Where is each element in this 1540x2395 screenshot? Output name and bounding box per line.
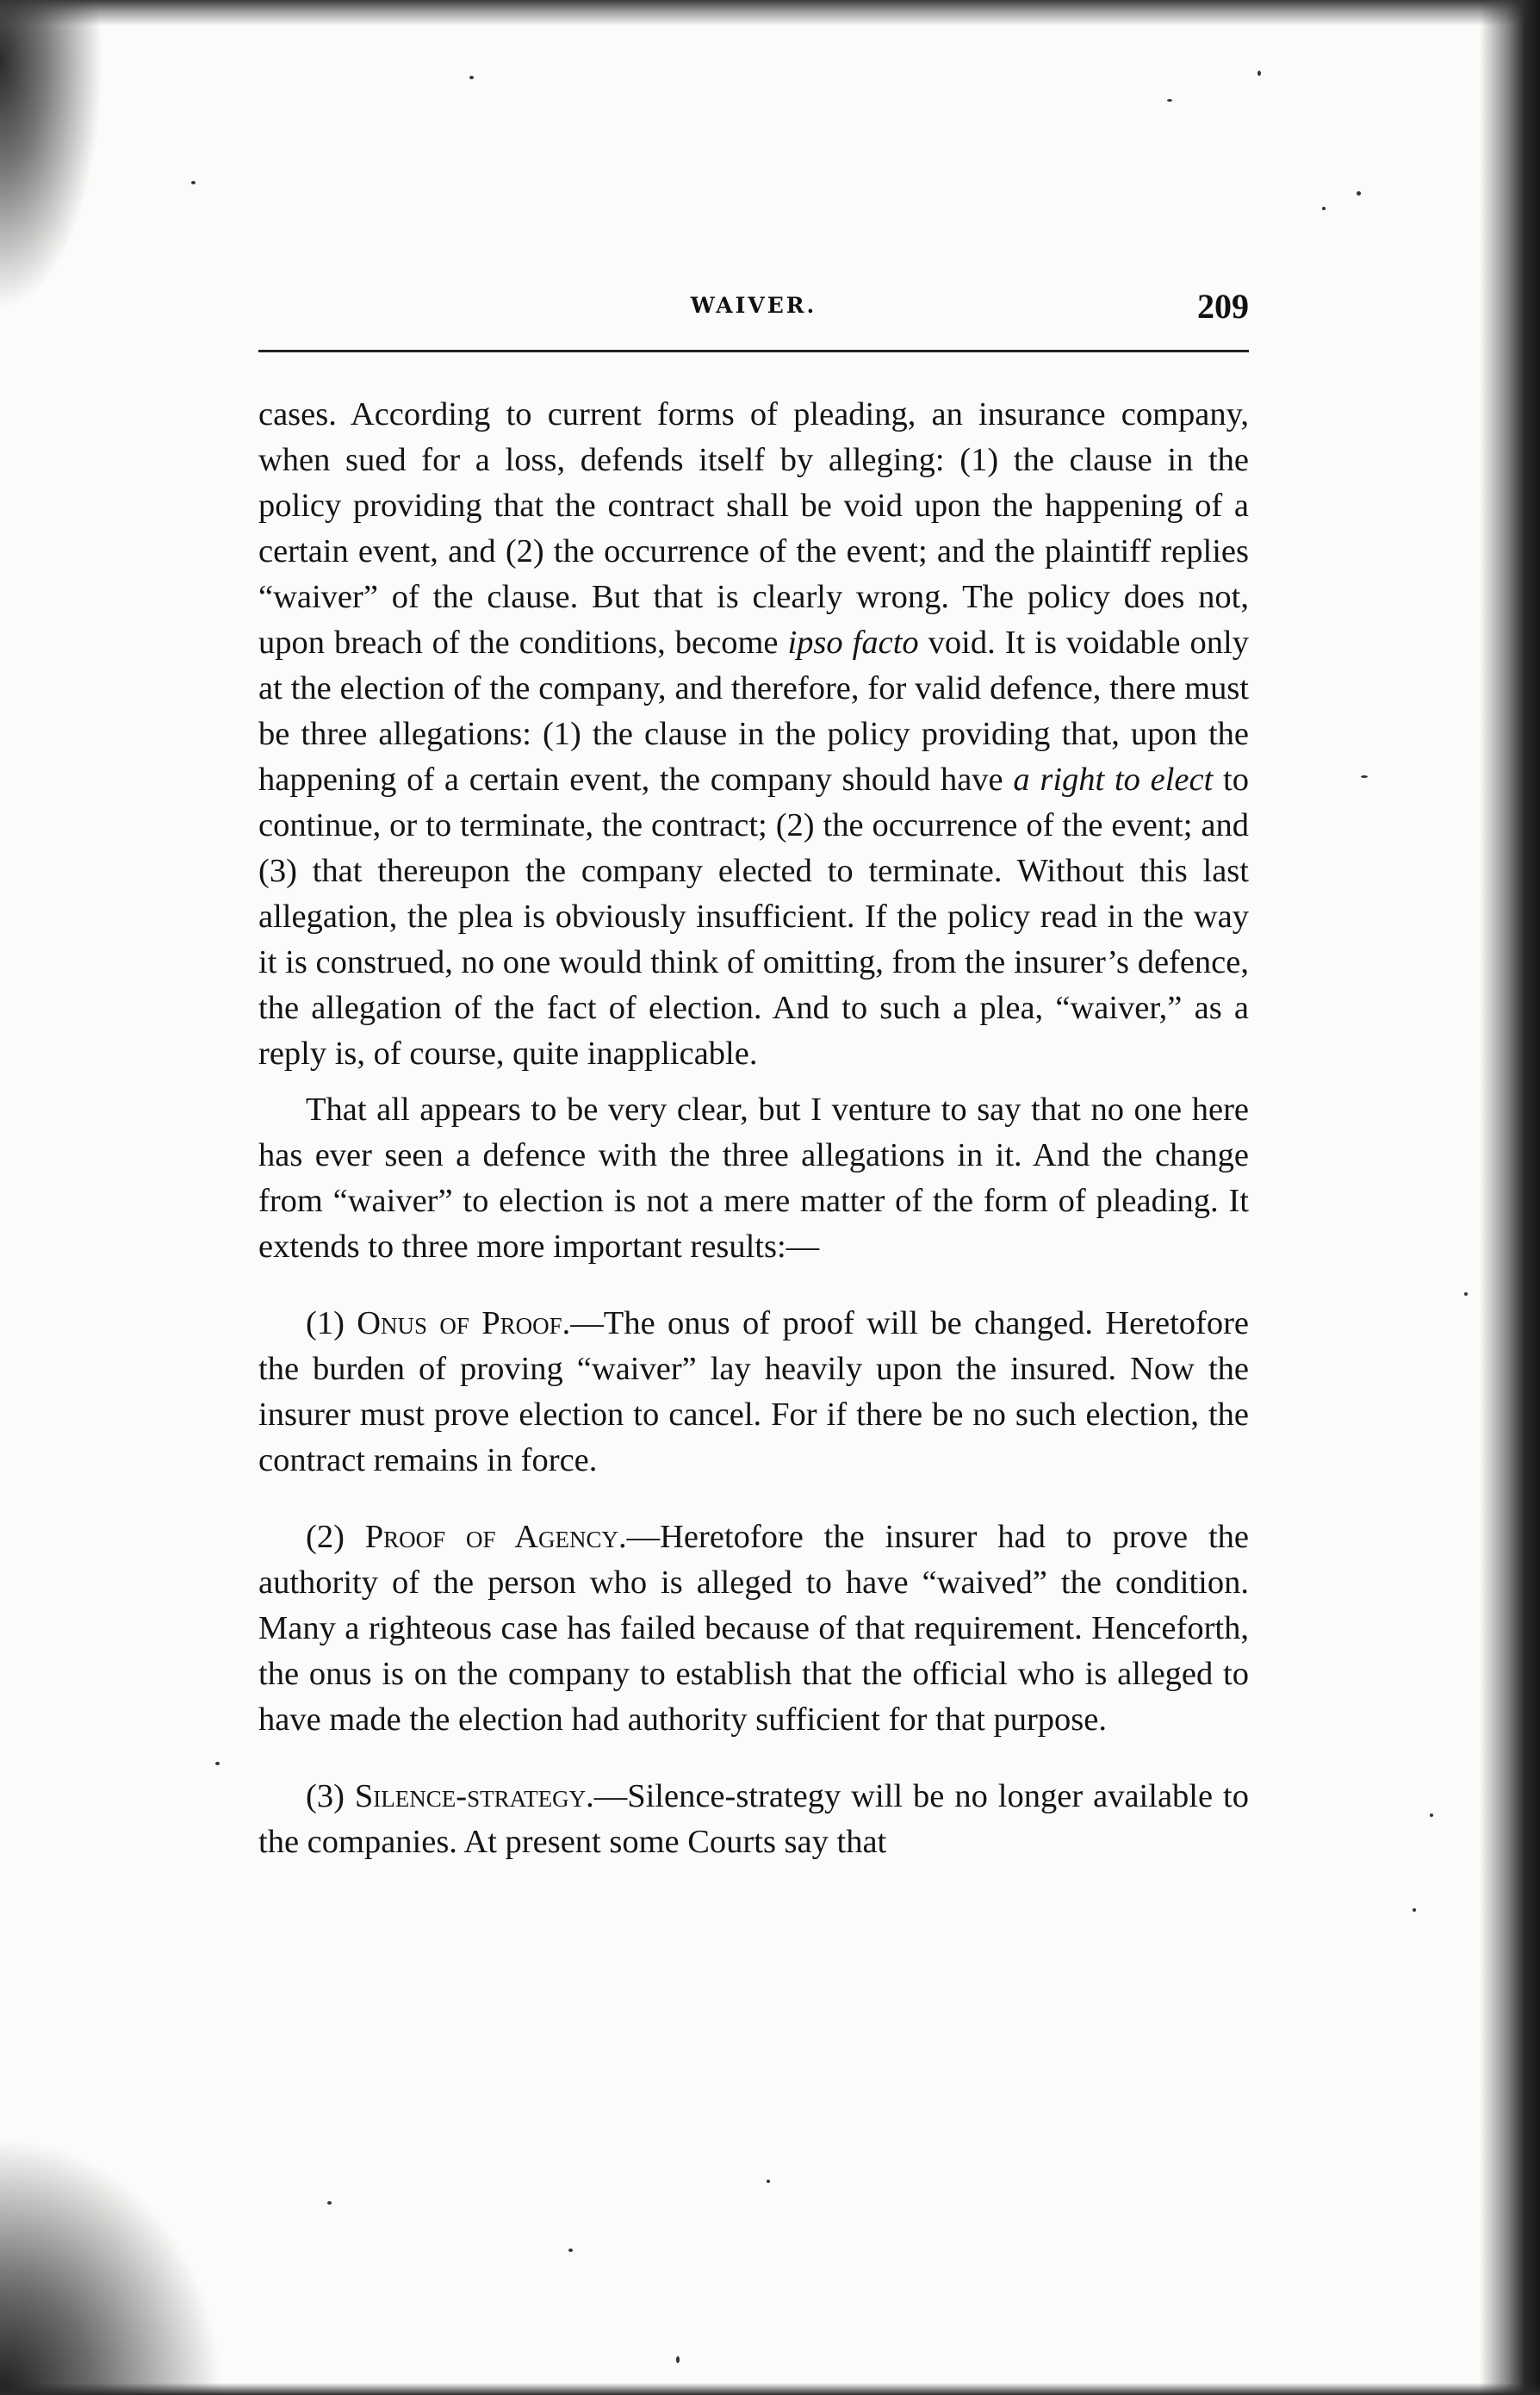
p1-text-c: to continue, or to terminate, the contract; (2) the occurrence of the event; and (3) that thereupon the company elected to terminate. Without this last allegation, the plea is obviously insufficient. If the policy read in the way it is construed, no one would think of omitting, from the insurer’s defence, the allegation of the fact of election. And to such a plea, “waiver,” as a reply is, of course, quite inapplicable. xyxy=(258,762,1249,1072)
section-1-text: —The onus of proof will be changed. Heretofore the burden of proving “waiver” lay heavily upon the insured. Now the insurer must prove election to cancel. For if there be no such election, the contract remains in force. xyxy=(258,1305,1250,1478)
section-3-title: Silence-strategy. xyxy=(354,1778,594,1814)
section-2-number: (2) xyxy=(306,1519,365,1555)
section-silence-strategy xyxy=(258,1774,1249,1865)
section-1-title: Onus of Proof. xyxy=(357,1305,571,1341)
section-proof-of-agency xyxy=(258,1515,1249,1743)
paragraph-2: That all appears to be very clear, but I venture to say that no one here has ever seen a defence with the three allegations in it. And the change from “waiver” to election is not a mere matter of the form of pleading. It extends to three more important results:— xyxy=(258,1092,1249,1265)
scan-edge-bottom xyxy=(0,2383,1540,2395)
section-3-number: (3) xyxy=(306,1778,355,1814)
p1-italic-right-to-elect: a right to elect xyxy=(1013,762,1214,798)
p1-text-a: cases. According to current forms of pleading, an insurance company, when sued for a loss, defends itself by alleging: (1) the clause in the policy providing that the contract shall be void upon the happening of a certain event, and (2) the occurrence of the event; and the plaintiff replies “waiver” of the clause. But that is clearly wrong. The policy does not, upon breach of the conditions, become xyxy=(258,396,1249,661)
page-header xyxy=(258,286,1249,338)
section-2-title: Proof of Agency. xyxy=(364,1519,627,1555)
paragraph-continuation xyxy=(258,392,1249,1077)
section-onus-of-proof xyxy=(258,1301,1249,1484)
p1-italic-ipso-facto: ipso facto xyxy=(787,625,919,661)
body-text xyxy=(258,392,1249,1865)
scan-edge-right xyxy=(1480,0,1540,2395)
page-number: 209 xyxy=(1197,287,1249,326)
p1-text-b: void. It is voidable only at the election of the company, and therefore, for valid defence, there must be three allegations: (1) the clause in the policy providing that, upon the happening of a certain event, the company should have xyxy=(258,625,1249,798)
section-1-number: (1) xyxy=(306,1305,357,1341)
header-rule xyxy=(258,350,1249,352)
section-3-text: —Silence-strategy will be no longer available to the companies. At present some Courts say that xyxy=(258,1778,1249,1860)
scan-edge-top xyxy=(0,0,1540,26)
scan-edge-left-top xyxy=(0,0,103,310)
running-head: WAIVER. xyxy=(690,293,817,318)
scan-edge-left-bottom xyxy=(0,2137,224,2395)
section-2-text: —Heretofore the insurer had to prove the authority of the person who is alleged to have “waived” the condition. Many a righteous case has failed because of that requirement. Henceforth, the onus is on the company to establish that the official who is alleged to have made the election had authority sufficient for that purpose. xyxy=(258,1519,1249,1738)
